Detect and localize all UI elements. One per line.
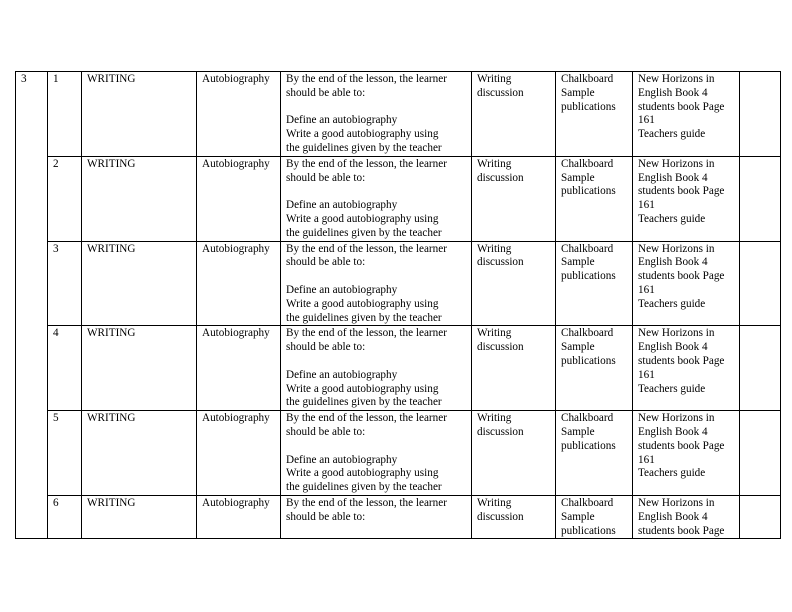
lesson-cell bbox=[48, 156, 82, 241]
scheme-of-work-table bbox=[15, 71, 781, 539]
subtopic-text: Autobiography bbox=[202, 327, 270, 340]
reference-line: New Horizons in bbox=[638, 496, 715, 509]
references-cell bbox=[633, 241, 740, 326]
activity-line: discussion bbox=[477, 341, 524, 354]
subtopic-cell bbox=[197, 241, 281, 326]
subtopic-cell bbox=[197, 495, 281, 538]
resource-line: Sample bbox=[561, 341, 595, 354]
table-row bbox=[16, 72, 781, 157]
activities-cell bbox=[472, 156, 556, 241]
objectives-cell bbox=[281, 411, 472, 496]
topic-text: WRITING bbox=[87, 412, 136, 425]
activity-line: discussion bbox=[477, 171, 524, 184]
topic-text: WRITING bbox=[87, 157, 136, 170]
subtopic-text: Autobiography bbox=[202, 157, 270, 170]
objectives-cell bbox=[281, 241, 472, 326]
resource-line: Chalkboard bbox=[561, 157, 614, 170]
activities-cell bbox=[472, 241, 556, 326]
topic-cell bbox=[82, 495, 197, 538]
resource-line: Sample bbox=[561, 171, 595, 184]
topic-text: WRITING bbox=[87, 496, 136, 509]
lesson-number: 1 bbox=[53, 73, 59, 85]
lesson-number: 6 bbox=[53, 496, 59, 509]
resource-line: Chalkboard bbox=[561, 242, 614, 255]
objective-item-line: the guidelines given by the teacher bbox=[286, 396, 442, 409]
reference-line: 161 bbox=[638, 368, 655, 381]
topic-text: WRITING bbox=[87, 242, 136, 255]
objective-item-line: the guidelines given by the teacher bbox=[286, 141, 442, 154]
references-cell bbox=[633, 411, 740, 496]
topic-cell bbox=[82, 241, 197, 326]
activity-line: discussion bbox=[477, 256, 524, 269]
subtopic-text: Autobiography bbox=[202, 242, 270, 255]
objective-item-line: Write a good autobiography using bbox=[286, 212, 439, 225]
objective-intro-line: By the end of the lesson, the learner bbox=[286, 412, 447, 425]
objective-spacer bbox=[286, 440, 467, 454]
reference-line: New Horizons in bbox=[638, 73, 715, 85]
objective-spacer bbox=[286, 270, 467, 284]
lesson-cell bbox=[48, 411, 82, 496]
objective-item-line: the guidelines given by the teacher bbox=[286, 226, 442, 239]
references-cell bbox=[633, 326, 740, 411]
lesson-cell bbox=[48, 326, 82, 411]
activity-line: discussion bbox=[477, 425, 524, 438]
objective-item-line: Write a good autobiography using bbox=[286, 467, 439, 480]
reference-line: English Book 4 bbox=[638, 86, 708, 99]
remarks-cell bbox=[740, 326, 781, 411]
objective-spacer bbox=[286, 355, 467, 369]
activities-cell bbox=[472, 72, 556, 157]
topic-cell bbox=[82, 156, 197, 241]
objective-intro-line: should be able to: bbox=[286, 510, 366, 523]
lesson-number: 4 bbox=[53, 327, 59, 340]
week-number: 3 bbox=[21, 73, 27, 85]
reference-line: students book Page bbox=[638, 100, 725, 113]
table-row bbox=[16, 241, 781, 326]
objective-item-line: Define an autobiography bbox=[286, 453, 398, 466]
activity-line: Writing bbox=[477, 157, 512, 170]
references-cell bbox=[633, 72, 740, 157]
activity-line: Writing bbox=[477, 73, 512, 85]
reference-line: 161 bbox=[638, 453, 655, 466]
objective-intro-line: should be able to: bbox=[286, 86, 366, 99]
resource-line: Chalkboard bbox=[561, 327, 614, 340]
lesson-cell bbox=[48, 72, 82, 157]
objective-spacer bbox=[286, 101, 467, 115]
resource-line: Chalkboard bbox=[561, 496, 614, 509]
lesson-cell bbox=[48, 241, 82, 326]
subtopic-text: Autobiography bbox=[202, 73, 270, 85]
resources-cell bbox=[556, 495, 633, 538]
reference-line: 161 bbox=[638, 283, 655, 296]
activity-line: Writing bbox=[477, 327, 512, 340]
objective-item-line: Write a good autobiography using bbox=[286, 382, 439, 395]
objective-intro-line: By the end of the lesson, the learner bbox=[286, 327, 447, 340]
objective-intro-line: should be able to: bbox=[286, 256, 366, 269]
activities-cell bbox=[472, 326, 556, 411]
reference-line: Teachers guide bbox=[638, 212, 706, 225]
lesson-cell bbox=[48, 495, 82, 538]
reference-line: 161 bbox=[638, 114, 655, 127]
objective-item-line: Define an autobiography bbox=[286, 283, 398, 296]
resources-cell bbox=[556, 72, 633, 157]
remarks-cell bbox=[740, 241, 781, 326]
subtopic-cell bbox=[197, 326, 281, 411]
objective-item-line: the guidelines given by the teacher bbox=[286, 481, 442, 494]
reference-line: English Book 4 bbox=[638, 256, 708, 269]
resources-cell bbox=[556, 326, 633, 411]
remarks-cell bbox=[740, 72, 781, 157]
topic-cell bbox=[82, 411, 197, 496]
reference-line: New Horizons in bbox=[638, 157, 715, 170]
objectives-cell bbox=[281, 495, 472, 538]
resource-line: Sample bbox=[561, 510, 595, 523]
resource-line: Sample bbox=[561, 256, 595, 269]
objective-item-line: Write a good autobiography using bbox=[286, 128, 439, 141]
subtopic-text: Autobiography bbox=[202, 412, 270, 425]
references-cell bbox=[633, 156, 740, 241]
resources-cell bbox=[556, 411, 633, 496]
objective-intro-line: By the end of the lesson, the learner bbox=[286, 73, 447, 85]
week-cell bbox=[16, 72, 48, 539]
table-row bbox=[16, 326, 781, 411]
subtopic-cell bbox=[197, 411, 281, 496]
resources-cell bbox=[556, 241, 633, 326]
topic-cell bbox=[82, 326, 197, 411]
objective-item-line: Write a good autobiography using bbox=[286, 297, 439, 310]
objective-intro-line: should be able to: bbox=[286, 341, 366, 354]
lesson-number: 2 bbox=[53, 157, 59, 170]
reference-line: English Book 4 bbox=[638, 341, 708, 354]
reference-line: New Horizons in bbox=[638, 327, 715, 340]
resource-line: Chalkboard bbox=[561, 73, 614, 85]
resource-line: Sample bbox=[561, 425, 595, 438]
objective-intro-line: By the end of the lesson, the learner bbox=[286, 496, 447, 509]
objective-item-line: Define an autobiography bbox=[286, 199, 398, 212]
objective-item-line: Define an autobiography bbox=[286, 114, 398, 127]
objectives-cell bbox=[281, 156, 472, 241]
topic-cell bbox=[82, 72, 197, 157]
reference-line: English Book 4 bbox=[638, 510, 708, 523]
reference-line: students book Page bbox=[638, 354, 725, 367]
objectives-cell bbox=[281, 72, 472, 157]
topic-text: WRITING bbox=[87, 73, 136, 85]
table-body bbox=[16, 72, 781, 539]
lesson-number: 5 bbox=[53, 412, 59, 425]
activity-line: Writing bbox=[477, 496, 512, 509]
reference-line: students book Page bbox=[638, 270, 725, 283]
objective-item-line: Define an autobiography bbox=[286, 368, 398, 381]
activity-line: Writing bbox=[477, 242, 512, 255]
table-row bbox=[16, 495, 781, 538]
objective-intro-line: should be able to: bbox=[286, 425, 366, 438]
resources-cell bbox=[556, 156, 633, 241]
reference-line: students book Page bbox=[638, 439, 725, 452]
activity-line: discussion bbox=[477, 510, 524, 523]
remarks-cell bbox=[740, 495, 781, 538]
reference-line: English Book 4 bbox=[638, 171, 708, 184]
table-row bbox=[16, 411, 781, 496]
activity-line: Writing bbox=[477, 412, 512, 425]
activities-cell bbox=[472, 495, 556, 538]
subtopic-text: Autobiography bbox=[202, 496, 270, 509]
objective-item-line: the guidelines given by the teacher bbox=[286, 311, 442, 324]
reference-line: students book Page bbox=[638, 185, 725, 198]
resource-line: publications bbox=[561, 354, 616, 367]
table-row bbox=[16, 156, 781, 241]
resource-line: Sample bbox=[561, 86, 595, 99]
resource-line: publications bbox=[561, 524, 616, 537]
remarks-cell bbox=[740, 156, 781, 241]
objective-spacer bbox=[286, 185, 467, 199]
references-cell bbox=[633, 495, 740, 538]
reference-line: Teachers guide bbox=[638, 128, 706, 141]
subtopic-cell bbox=[197, 72, 281, 157]
reference-line: New Horizons in bbox=[638, 412, 715, 425]
objectives-cell bbox=[281, 326, 472, 411]
reference-line: Teachers guide bbox=[638, 382, 706, 395]
subtopic-cell bbox=[197, 156, 281, 241]
activities-cell bbox=[472, 411, 556, 496]
reference-line: students book Page bbox=[638, 524, 725, 537]
objective-intro-line: By the end of the lesson, the learner bbox=[286, 157, 447, 170]
resource-line: publications bbox=[561, 100, 616, 113]
reference-line: English Book 4 bbox=[638, 425, 708, 438]
reference-line: Teachers guide bbox=[638, 297, 706, 310]
objective-intro-line: By the end of the lesson, the learner bbox=[286, 242, 447, 255]
activity-line: discussion bbox=[477, 86, 524, 99]
reference-line: Teachers guide bbox=[638, 467, 706, 480]
remarks-cell bbox=[740, 411, 781, 496]
topic-text: WRITING bbox=[87, 327, 136, 340]
lesson-number: 3 bbox=[53, 242, 59, 255]
resource-line: publications bbox=[561, 270, 616, 283]
reference-line: 161 bbox=[638, 199, 655, 212]
resource-line: publications bbox=[561, 439, 616, 452]
resource-line: Chalkboard bbox=[561, 412, 614, 425]
resource-line: publications bbox=[561, 185, 616, 198]
objective-intro-line: should be able to: bbox=[286, 171, 366, 184]
reference-line: New Horizons in bbox=[638, 242, 715, 255]
